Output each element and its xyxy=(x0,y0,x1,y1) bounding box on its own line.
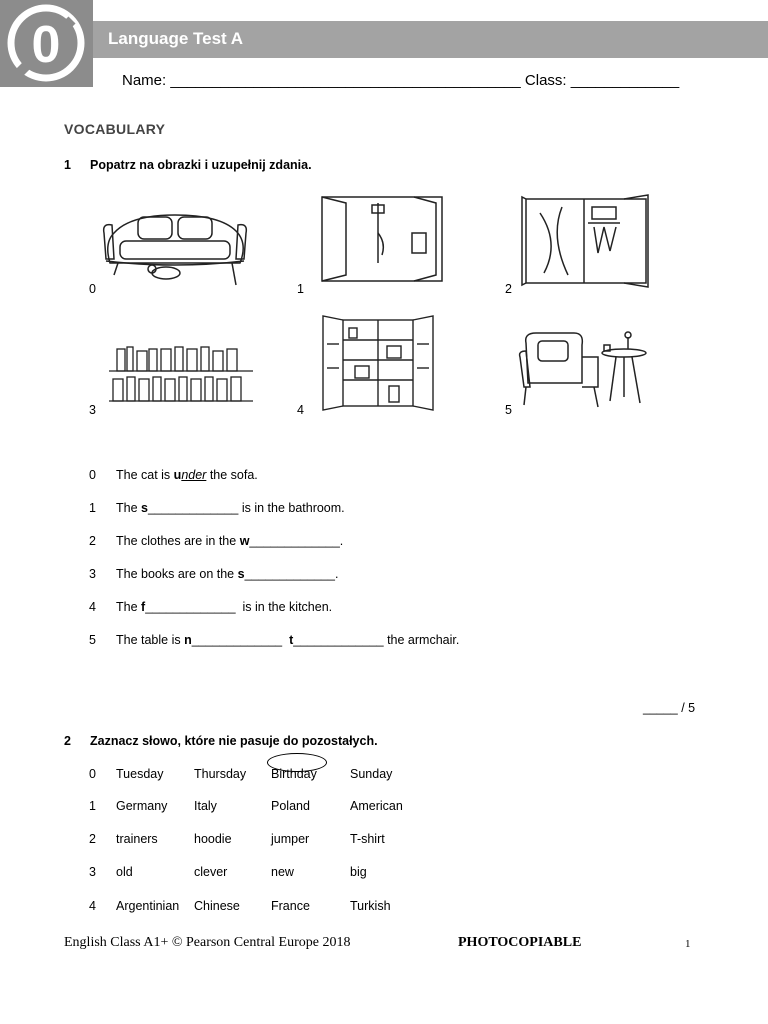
exercise-1-instruction: Popatrz na obrazki i uzupełnij zdania. xyxy=(90,158,312,172)
word-option[interactable]: hoodie xyxy=(194,832,232,846)
page-title: Language Test A xyxy=(108,29,244,48)
word-option[interactable]: old xyxy=(116,865,133,879)
exercise-2-number: 2 xyxy=(64,734,71,748)
score-field[interactable]: _____ / 5 xyxy=(643,701,696,715)
page-number: 1 xyxy=(685,938,691,950)
sentence-item: The f_____________ is in the kitchen. xyxy=(116,600,333,614)
word-option[interactable]: American xyxy=(350,799,403,813)
word-option[interactable]: Thursday xyxy=(194,767,247,781)
sentence-item: The books are on the s_____________. xyxy=(116,567,339,581)
answer-blank[interactable]: _____________ xyxy=(191,633,283,647)
row-number: 3 xyxy=(89,865,96,879)
answer-blank[interactable]: _____________ xyxy=(147,501,239,515)
picture-number: 4 xyxy=(297,403,304,417)
class-label: Class: xyxy=(524,72,567,89)
bookshelf-icon xyxy=(103,337,261,413)
answer-blank[interactable]: _____________ xyxy=(293,633,384,647)
word-option[interactable]: Sunday xyxy=(350,767,393,781)
word-option[interactable]: T-shirt xyxy=(350,832,385,846)
word-option[interactable]: clever xyxy=(194,865,228,879)
fridge-icon xyxy=(317,314,438,414)
name-label: Name: xyxy=(122,72,167,89)
word-option[interactable]: Italy xyxy=(194,799,217,813)
answer-blank[interactable]: _____________ xyxy=(145,600,236,614)
armchair-table-icon xyxy=(516,323,654,413)
sentence-number: 5 xyxy=(89,633,96,647)
answer-blank[interactable]: _____________ xyxy=(244,567,335,581)
section-title: VOCABULARY xyxy=(64,121,166,137)
unit-zero-icon xyxy=(0,0,93,87)
word-option[interactable]: Germany xyxy=(116,799,168,813)
sentence-item: The s_____________ is in the bathroom. xyxy=(116,501,345,515)
picture-number: 0 xyxy=(89,282,96,296)
sentence-number: 3 xyxy=(89,567,96,581)
word-option[interactable]: new xyxy=(271,865,294,879)
row-number: 2 xyxy=(89,832,96,846)
word-option[interactable]: big xyxy=(350,865,367,879)
footer-copyright: English Class A1+ © Pearson Central Europe 2018 xyxy=(64,935,351,950)
sentence-number: 1 xyxy=(89,501,96,515)
unit-logo xyxy=(0,0,93,87)
picture-number: 3 xyxy=(89,403,96,417)
sentence-number: 4 xyxy=(89,600,96,614)
sentence-item: The table is n_____________ t_____________ the armchair. xyxy=(116,633,460,647)
word-option[interactable]: France xyxy=(271,899,310,913)
class-field[interactable]: _____________ xyxy=(570,72,680,89)
exercise-2-instruction: Zaznacz słowo, które nie pasuje do pozostałych. xyxy=(90,734,378,748)
word-option[interactable]: Argentinian xyxy=(116,899,180,913)
row-number: 0 xyxy=(89,767,96,781)
sentence-number: 2 xyxy=(89,534,96,548)
name-field[interactable]: __________________________________________ xyxy=(170,72,521,89)
sentence-number: 0 xyxy=(89,468,96,482)
row-number: 4 xyxy=(89,899,96,913)
example-answer: nder xyxy=(181,468,207,482)
svg-text:0: 0 xyxy=(31,16,61,74)
picture-number: 5 xyxy=(505,403,512,417)
word-option[interactable]: Tuesday xyxy=(116,767,164,781)
word-option[interactable]: Poland xyxy=(271,799,310,813)
sentence-item: The clothes are in the w_____________. xyxy=(116,534,344,548)
wardrobe-icon xyxy=(520,193,662,291)
word-option[interactable]: Birthday xyxy=(271,767,317,781)
picture-number: 2 xyxy=(505,282,512,296)
shower-icon xyxy=(316,193,450,291)
word-option[interactable]: Turkish xyxy=(350,899,391,913)
name-class-line xyxy=(122,72,679,89)
sofa-cat-icon xyxy=(100,203,250,291)
footer-photocopiable: PHOTOCOPIABLE xyxy=(458,935,582,950)
exercise-1-number: 1 xyxy=(64,158,71,172)
row-number: 1 xyxy=(89,799,96,813)
word-option[interactable]: Chinese xyxy=(194,899,240,913)
picture-number: 1 xyxy=(297,282,304,296)
answer-blank[interactable]: _____________ xyxy=(249,534,340,548)
word-option[interactable]: trainers xyxy=(116,832,158,846)
word-option[interactable]: jumper xyxy=(271,832,310,846)
sentence-example: The cat is under the sofa. xyxy=(116,468,258,482)
